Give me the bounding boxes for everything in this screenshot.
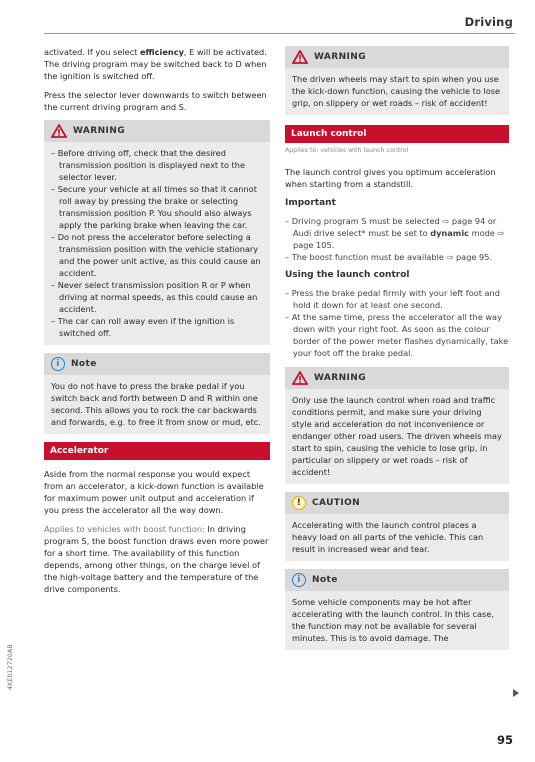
note-body: You do not have to press the brake pedal if you switch back and forth between D and R within one second. This allows you to rock the car backwards and forwards, e.g. to free it from snow or mud, etc. xyxy=(51,381,261,427)
note-box-rocking xyxy=(44,353,270,434)
page-ref-link[interactable]: ⇨ page 94 xyxy=(442,216,486,226)
boost-body-text: In driving program S, the boost function draws even more power for a short time. The availability of this function depends, among other things, on the charge level of the high-voltage battery and the temperature of the drive components. xyxy=(44,524,269,594)
page-ref-link[interactable]: ⇨ page 95 xyxy=(446,252,490,262)
warning-triangle-icon xyxy=(292,50,308,64)
warning-item: – Never select transmission position R or P when driving at normal speeds, as this could cause an accident. xyxy=(51,280,258,314)
info-icon: i xyxy=(51,357,65,371)
caution-exclamation-icon: ! xyxy=(292,496,306,510)
warning-title: WARNING xyxy=(314,373,367,383)
warning-title: WARNING xyxy=(73,126,126,136)
caution-title: CAUTION xyxy=(312,498,361,508)
boost-paragraph xyxy=(44,523,270,595)
launch-intro: The launch control gives you optimum acceleration when starting from a standstill. xyxy=(285,167,496,189)
caution-body: Accelerating with the launch control places a heavy load on all parts of the vehicle. This can result in increased wear and tear. xyxy=(292,520,484,554)
item-text: – The boost function must be available xyxy=(285,252,447,262)
continue-arrow-icon xyxy=(513,689,519,697)
note-header xyxy=(44,353,270,375)
note-body: Some vehicle components may be hot after accelerating with the launch control. In this case, the function may not be available for several minutes. This is to avoid damage. The xyxy=(292,597,494,643)
warning-item: – Secure your vehicle at all times so that it cannot roll away by pressing the brake or selecting transmission position P. You should also always apply the parking brake when leaving the car. xyxy=(51,184,257,230)
caution-box xyxy=(285,492,509,561)
warning-header xyxy=(285,367,509,389)
note-header xyxy=(285,569,509,591)
item-text: . xyxy=(489,252,493,262)
important-item xyxy=(285,215,509,251)
selector-paragraph: Press the selector lever downwards to switch between the current driving program and S. xyxy=(44,90,267,112)
using-heading: Using the launch control xyxy=(285,270,410,280)
caution-header xyxy=(285,492,509,514)
section-launch-control-title: Launch control xyxy=(285,125,509,143)
accelerator-paragraph: Aside from the normal response you would expect from an accelerator, a kick-down function is available for maximum power unit output and acceleration if you press the accelerator all the way down. xyxy=(44,469,264,515)
item-text: or Audi drive select* must be set to xyxy=(293,216,497,238)
header-divider xyxy=(44,33,515,34)
efficiency-term: efficiency xyxy=(140,47,184,57)
warning-box-kickdown xyxy=(285,46,509,115)
warning-triangle-icon xyxy=(51,124,67,138)
warning-triangle-icon xyxy=(292,371,308,385)
using-item: – Press the brake pedal firmly with your left foot and hold it down for at least one second. xyxy=(285,288,500,310)
left-column xyxy=(44,46,270,602)
note-title: Note xyxy=(71,359,97,369)
note-box-hot-components xyxy=(285,569,509,650)
warning-body: Only use the launch control when road and traffic conditions permit, and make sure your driving style and acceleration do not inconvenience or endanger other road users. The driven wheels may start to spin, causing the vehicle to lose grip, in particular on slippery or wet roads – risk of accident! xyxy=(292,395,502,477)
important-heading: Important xyxy=(285,198,336,208)
warning-header xyxy=(44,120,270,142)
using-item: – At the same time, press the accelerator all the way down with your right foot. As soon as the colour border of the power meter flashes dynamically, take your foot off the brake pedal. xyxy=(285,312,509,358)
document-code: 4KE012720AB xyxy=(7,644,14,690)
warning-box-transmission xyxy=(44,120,270,345)
info-icon: i xyxy=(292,573,306,587)
warning-box-launch xyxy=(285,367,509,484)
intro-text-b: , E will be activated. The driving program may be switched back to D when the ignition is switched off. xyxy=(44,47,267,81)
warning-body xyxy=(44,142,270,345)
item-text: mode ⇨ page 105. xyxy=(293,228,505,250)
warning-item: – Do not press the accelerator before selecting a transmission position with the vehicle stationary and the power unit active, as this could cause an accident. xyxy=(51,232,261,278)
warning-item: – Before driving off, check that the desired transmission position is displayed next to the selector lever. xyxy=(51,148,245,182)
right-column xyxy=(285,46,509,658)
warning-body: The driven wheels may start to spin when you use the kick-down function, causing the vehicle to lose grip, on slippery or wet roads – risk of accident! xyxy=(292,74,501,108)
intro-paragraph xyxy=(44,46,270,82)
page-number: 95 xyxy=(496,733,513,747)
important-item xyxy=(285,251,509,263)
warning-title: WARNING xyxy=(314,52,367,62)
item-text: – Driving program S must be selected xyxy=(285,216,443,226)
dynamic-term: dynamic xyxy=(430,228,469,238)
warning-header xyxy=(285,46,509,68)
intro-text-a: activated. If you select xyxy=(44,47,140,57)
launch-applies-to: Applies to: vehicles with launch control xyxy=(285,147,409,154)
note-title: Note xyxy=(312,575,338,585)
page-header-title: Driving xyxy=(464,15,513,29)
warning-item: – The car can roll away even if the ignition is switched off. xyxy=(51,316,235,338)
section-accelerator-title: Accelerator xyxy=(44,442,270,460)
boost-applies-text: Applies to vehicles with boost function: xyxy=(44,524,205,534)
